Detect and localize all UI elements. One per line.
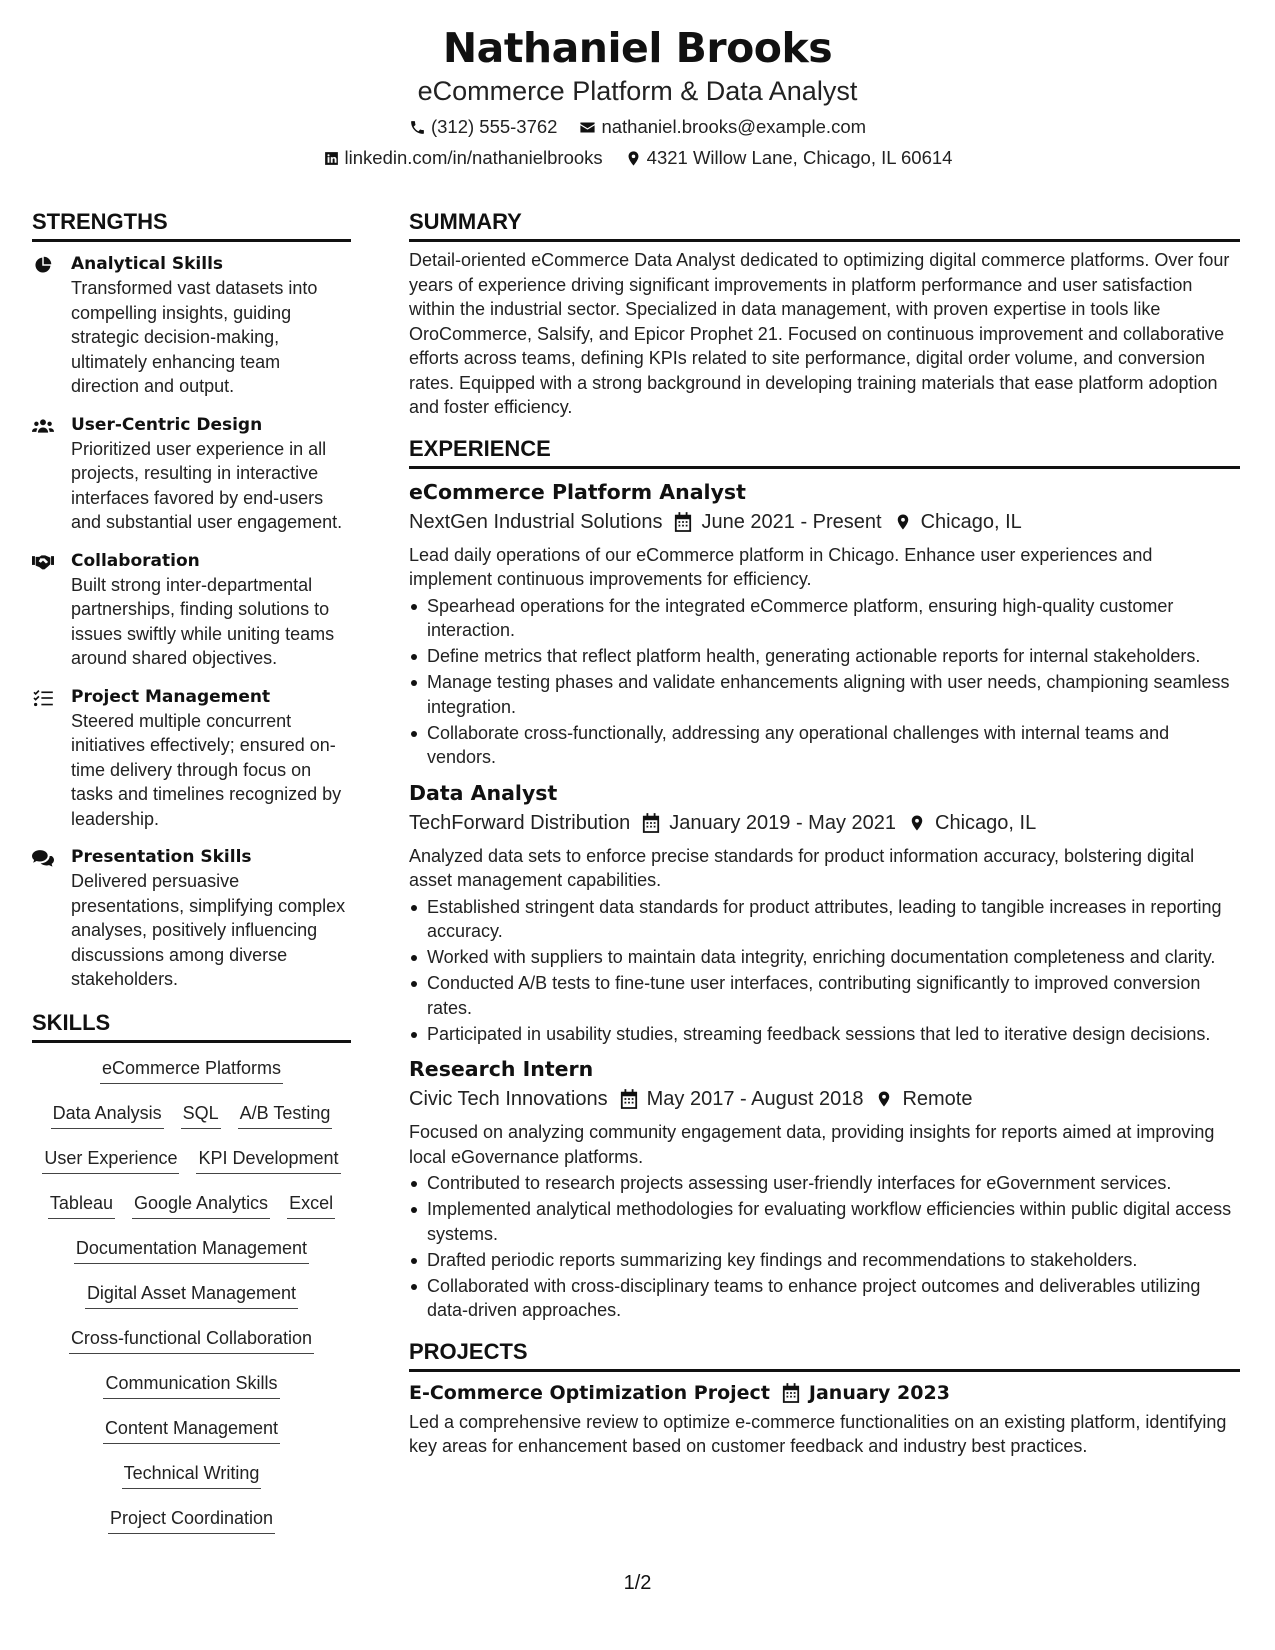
job-location: Chicago, IL [920,510,1022,533]
strength-desc: Prioritized user experience in all projects, resulting in interactive interfaces favored by end-users and substantial user engagement. [71,438,343,532]
skill-row [32,1505,351,1550]
linkedin-text: linkedin.com/in/nathanielbrooks [344,147,603,168]
map-pin-icon [894,512,912,532]
skill-tag: Documentation Management [74,1235,309,1264]
contact-row-1 [0,115,1275,139]
left-column [32,205,351,1550]
skill-row [32,1370,351,1415]
experience-heading: EXPERIENCE [409,432,1240,469]
job-description: Focused on analyzing community engagement data, providing insights for reports aimed at improving local eGovernance platforms. [409,1122,1215,1167]
skill-row [32,1145,351,1190]
right-column [409,205,1240,1459]
skill-tag: KPI Development [196,1145,340,1174]
skill-tag: Technical Writing [122,1460,262,1489]
job-description: Lead daily operations of our eCommerce platform in Chicago. Enhance user experiences and implement continuous improvements for efficiency. [409,544,1153,589]
phone-contact[interactable] [409,115,558,139]
job-title: Research Intern [409,1057,594,1081]
map-pin-icon [875,1089,893,1109]
strength-name: Project Management [71,686,271,707]
list-item: Manage testing phases and validate enhancements aligning with user needs, championing seamless integration. [409,670,1240,719]
strength-name: User-Centric Design [71,414,263,435]
job-dates: May 2017 - August 2018 [646,1088,864,1110]
summary-heading: SUMMARY [409,205,1240,242]
strength-item [32,549,351,671]
skill-tag: Digital Asset Management [85,1280,298,1309]
strength-name: Collaboration [71,550,200,571]
strength-name: Presentation Skills [71,847,252,867]
strength-item [32,685,351,832]
job-company: NextGen Industrial Solutions [409,510,663,533]
envelope-icon [579,119,596,136]
job-meta [409,1084,1240,1114]
skill-row [32,1055,351,1100]
job-company: Civic Tech Innovations [409,1088,608,1110]
skill-row [32,1190,351,1235]
skill-row [32,1415,351,1460]
candidate-title: eCommerce Platform & Data Analyst [417,76,858,106]
address-text: 4321 Willow Lane, Chicago, IL 60614 [646,147,953,168]
list-item: Implemented analytical methodologies for evaluating workflow efficiencies within public digital access systems. [409,1197,1240,1246]
task-list-icon [32,689,54,707]
job-title: Data Analyst [409,780,558,805]
skill-tag: Excel [287,1190,335,1219]
strength-desc: Transformed vast datasets into compelling insights, guiding strategic decision-making, ultimately enhancing team direction and output. [71,278,318,396]
strength-item [32,252,351,399]
job-title: eCommerce Platform Analyst [409,479,746,504]
skill-tag: Project Coordination [108,1505,275,1534]
linkedin-icon [323,150,340,167]
skill-tag: User Experience [42,1145,179,1174]
project-description: Led a comprehensive review to optimize e-commerce functionalities on an existing platform, identifying key areas for enhancement based on customer feedback and industry best practices. [409,1411,1227,1456]
calendar-icon [782,1383,800,1403]
skill-row [32,1460,351,1505]
project-entry [409,1378,1240,1459]
strengths-list [32,252,351,992]
skill-row [32,1100,351,1145]
list-item: Drafted periodic reports summarizing key findings and recommendations to stakeholders. [409,1248,1240,1273]
job-entry [409,778,1240,1047]
job-location: Remote [902,1088,973,1110]
strength-item [32,845,351,992]
job-entry [409,1054,1240,1323]
job-bullets [409,594,1240,770]
project-header [409,1378,1240,1408]
job-description: Analyzed data sets to enforce precise standards for product information accuracy, bolstering digital asset management capabilities. [409,845,1195,890]
skill-tag: Communication Skills [103,1370,279,1399]
phone-icon [409,119,426,136]
project-name: E-Commerce Optimization Project [409,1381,770,1404]
job-dates: January 2019 - May 2021 [669,811,897,834]
list-item: Established stringent data standards for product attributes, leading to tangible increases in reporting accuracy. [409,895,1240,944]
candidate-name: Nathaniel Brooks [442,24,833,72]
strength-desc: Delivered persuasive presentations, simplifying complex analyses, positively influencing discussions among diverse stakeholders. [71,871,346,989]
list-item: Worked with suppliers to maintain data integrity, enriching documentation completeness and clarity. [409,945,1240,970]
project-date: January 2023 [808,1381,950,1404]
list-item: Contributed to research projects assessing user-friendly interfaces for eGovernment services. [409,1171,1240,1196]
job-bullets [409,1171,1240,1323]
handshake-icon [32,553,54,571]
skill-tag: A/B Testing [238,1100,333,1129]
contact-row-2 [0,146,1275,170]
list-item: Collaborated with cross-disciplinary teams to enhance project outcomes and deliverables utilizing data-driven approaches. [409,1274,1240,1323]
job-meta [409,507,1240,537]
skill-tag: Cross-functional Collaboration [69,1325,314,1354]
skill-row [32,1325,351,1370]
email-contact[interactable] [579,115,866,139]
job-location: Chicago, IL [935,811,1037,834]
map-pin-icon [625,150,642,167]
linkedin-contact[interactable] [323,146,603,170]
job-bullets [409,895,1240,1047]
skill-tag: eCommerce Platforms [100,1055,283,1084]
projects-heading: PROJECTS [409,1335,1240,1372]
map-pin-icon [908,813,926,833]
comments-icon [32,849,54,867]
list-item: Define metrics that reflect platform health, generating actionable reports for internal stakeholders. [409,644,1240,669]
skills-heading: SKILLS [32,1006,351,1043]
strength-name: Analytical Skills [71,254,224,274]
strengths-heading: STRENGTHS [32,205,351,242]
email-text: nathaniel.brooks@example.com [601,116,867,137]
calendar-icon [642,813,660,833]
skill-row [32,1280,351,1325]
page-number: 1/2 [623,1572,652,1594]
resume-header [0,0,1275,170]
skill-tag: Google Analytics [132,1190,270,1219]
job-entry [409,477,1240,770]
skill-tag: Content Management [103,1415,280,1444]
phone-text: (312) 555-3762 [430,116,558,137]
job-meta [409,808,1240,838]
strength-item [32,413,351,535]
skill-row [32,1235,351,1280]
skills-list [32,1055,351,1550]
skill-tag: Tableau [48,1190,115,1219]
skill-tag: Data Analysis [51,1100,164,1129]
list-item: Participated in usability studies, streaming feedback sessions that led to iterative design decisions. [409,1022,1240,1047]
summary-text: Detail-oriented eCommerce Data Analyst dedicated to optimizing digital commerce platforms. Over four years of experience driving significant improvements in platform performance and user satisfaction within the industrial sector. Specialized in data management, with proven expertise in tools like OroCommerce, Salsify, and Epicor Prophet 21. Focused on continuous improvement and collaborative efforts across teams, defining KPIs related to site performance, digital order volume, and conversion rates. Equipped with a strong background in developing training materials that ease platform adoption and foster efficiency. [409,250,1230,417]
list-item: Conducted A/B tests to fine-tune user interfaces, contributing significantly to improved conversion rates. [409,971,1240,1020]
calendar-icon [674,512,692,532]
calendar-icon [620,1089,638,1109]
list-item: Spearhead operations for the integrated eCommerce platform, ensuring high-quality customer interaction. [409,594,1240,643]
users-icon [32,417,54,435]
list-item: Collaborate cross-functionally, addressing any operational challenges with internal teams and vendors. [409,721,1240,770]
job-company: TechForward Distribution [409,811,631,834]
address-contact [625,146,953,170]
strength-desc: Built strong inter-departmental partnerships, finding solutions to issues swiftly while uniting teams around shared objectives. [71,574,335,668]
strength-desc: Steered multiple concurrent initiatives effectively; ensured on-time delivery through focus on tasks and timelines recognized by leadership. [71,710,342,829]
pie-chart-icon [32,256,54,274]
job-dates: June 2021 - Present [701,510,882,533]
skill-tag: SQL [181,1100,221,1129]
